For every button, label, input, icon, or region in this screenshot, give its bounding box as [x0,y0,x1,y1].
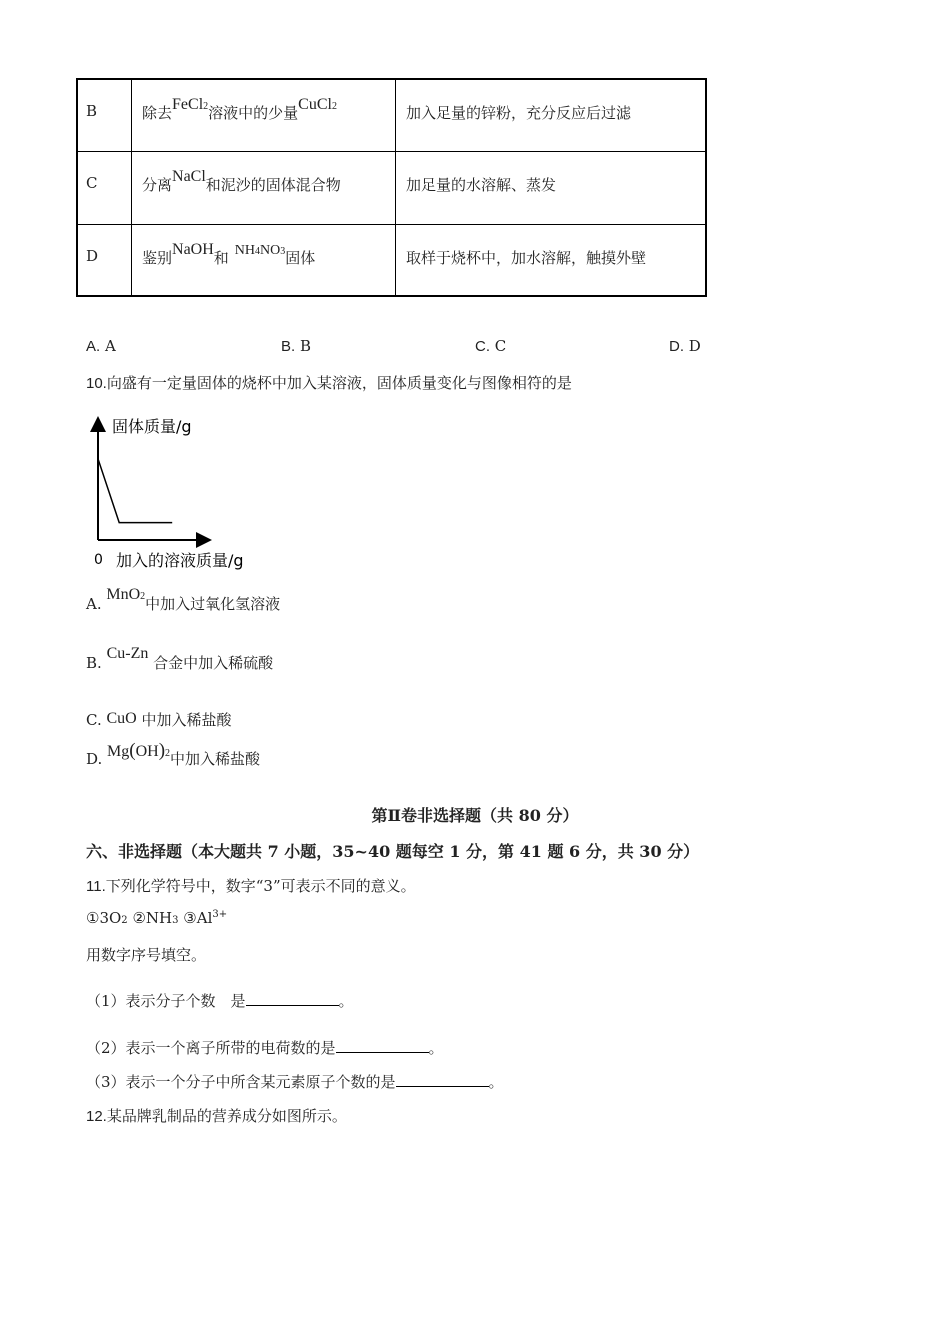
formula-mno2: MnO2 [106,586,146,603]
formula-mg-oh-2: Mg(OH)2 [107,740,171,761]
formula-fecl2: FeCl2 [172,96,209,113]
q11-symbols: ①3O2 ②NH3 $③Al^{3+}$ [86,909,228,927]
part-heading: 六、非选择题（本大题共 7 小题，35~40 题每空 1 分，第 41 题 6 分，共 30 分） [86,842,700,861]
q10-option-a[interactable]: A. MnO2中加入过氧化氢溶液 [86,586,281,613]
table-col-divider [131,80,132,295]
q9-option-c[interactable]: C. C [475,337,507,355]
row-c-method: 加足量的水溶解、蒸发 [406,176,557,194]
q10-graph [86,410,286,580]
section-title: 第Ⅱ卷非选择题（共 80 分） [371,806,579,825]
task-text: 和 [213,249,229,267]
task-text: 鉴别 [142,249,173,267]
answer-blank[interactable] [246,992,339,1006]
task-text: 分离 [142,176,173,194]
formula-nh4no3: NH4NO3 [234,243,286,258]
q10-option-d[interactable]: D. Mg(OH)2中加入稀盐酸 [86,740,261,768]
formula-cuo: CuO [106,710,137,727]
q12-stem: 12.某品牌乳制品的营养成分如图所示。 [86,1107,347,1125]
formula-cu-zn: Cu-Zn [106,645,149,662]
task-text: 和泥沙的固体混合物 [205,176,341,194]
q9-table [76,78,707,297]
row-d-method: 取样于烧杯中，加水溶解，触摸外壁 [406,249,647,267]
q10-option-c[interactable]: C. CuO 中加入稀盐酸 [86,710,232,729]
answer-blank[interactable] [396,1073,489,1087]
formula-naoh: NaOH [172,241,214,258]
q11-stem: 11.下列化学符号中，数字“3”可表示不同的意义。 [86,877,416,895]
table-col-divider [395,80,396,295]
origin-label: 0 [94,552,103,568]
row-d-task [142,241,316,268]
q10-stem: 10.向盛有一定量固体的烧杯中加入某溶液，固体质量变化与图像相符的是 [86,374,572,392]
question-number: 12. [86,1108,107,1125]
formula-nacl: NaCl [172,168,206,185]
question-number: 11. [86,878,106,895]
formula-cucl2: CuCl2 [298,96,337,113]
table-row-divider [78,151,705,152]
q9-option-b[interactable]: B. B [281,337,311,355]
task-text: 固体 [285,249,316,267]
question-number: 10. [86,375,107,392]
q9-option-a[interactable]: A. A [86,337,116,355]
q11-instruction: 用数字序号填空。 [86,946,207,964]
q11-part-1: （1）表示分子个数 是 。 [86,992,354,1010]
row-d-label: D [86,247,99,265]
table-row-divider [78,224,705,225]
row-b-method: 加入足量的锌粉，充分反应后过滤 [406,104,632,122]
task-text: 溶液中的少量 [208,104,299,122]
y-axis-label: 固体质量/g [112,417,192,436]
q10-option-b[interactable]: B. Cu-Zn 合金中加入稀硫酸 [86,645,274,672]
x-axis-label: 加入的溶液质量/g [116,551,244,570]
row-c-task [142,168,341,195]
q11-part-2: （2）表示一个离子所带的电荷数的是 。 [86,1039,444,1057]
task-text: 除去 [142,104,173,122]
answer-blank[interactable] [336,1039,429,1053]
row-b-task [142,96,337,123]
row-b-label: B [86,102,98,120]
row-c-label: C [86,174,98,192]
q11-part-3: （3）表示一个分子中所含某元素原子个数的是 。 [86,1073,504,1091]
mass-curve [98,459,172,523]
q9-option-d[interactable]: D. D [669,337,701,355]
